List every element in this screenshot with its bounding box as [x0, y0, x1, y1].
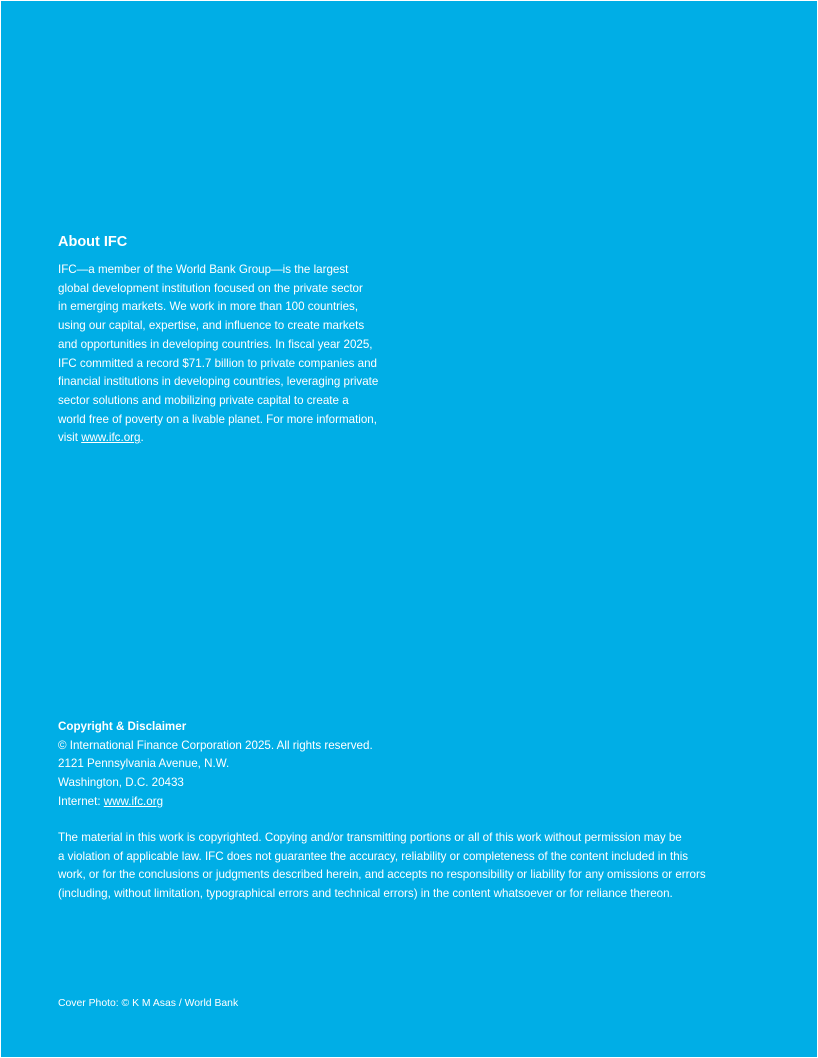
internet-line: [58, 793, 478, 812]
disclaimer-line: The material in this work is copyrighted. Copying and/or transmitting portions or all of this work without permission may be: [58, 831, 682, 844]
about-line: IFC committed a record $71.7 billion to private companies and: [58, 356, 377, 370]
about-line: sector solutions and mobilizing private capital to create a: [58, 393, 349, 407]
about-line: using our capital, expertise, and influence to create markets: [58, 319, 365, 333]
disclaimer-line: a violation of applicable law. IFC does not guarantee the accuracy, reliability or completeness of the content included in this: [58, 849, 689, 863]
about-line: financial institutions in developing countries, leveraging private: [58, 375, 379, 389]
about-section: [58, 233, 418, 448]
about-line: in emerging markets. We work in more than 100 countries,: [58, 300, 359, 314]
city-line: Washington, D.C. 20433: [58, 776, 184, 790]
copyright-line: © International Finance Corporation 2025. All rights reserved.: [58, 738, 373, 752]
copyright-section: [58, 718, 478, 812]
disclaimer-line: (including, without limitation, typographical errors and technical errors) in the content whatsoever or for reliance thereon.: [58, 887, 673, 901]
about-period: .: [140, 431, 144, 445]
about-last-line: [58, 429, 418, 448]
cover-photo-credit: Cover Photo: © K M Asas / World Bank: [58, 998, 239, 1009]
about-heading: About IFC: [58, 234, 128, 250]
about-line: IFC—a member of the World Bank Group—is the largest: [58, 263, 349, 276]
about-line: global development institution focused on the private sector: [58, 281, 363, 295]
internet-label: Internet:: [58, 794, 104, 808]
ifc-website-link[interactable]: www.ifc.org: [81, 431, 141, 445]
internet-link[interactable]: www.ifc.org: [103, 794, 164, 808]
about-visit-text: visit: [58, 431, 82, 445]
disclaimer-line: work, or for the conclusions or judgments described herein, and accepts no responsibility or liability for any omissions or errors: [58, 868, 706, 882]
address-line: 2121 Pennsylvania Avenue, N.W.: [58, 757, 230, 771]
back-cover-page: [1, 1, 817, 1057]
disclaimer-section: [58, 829, 778, 904]
copyright-heading: Copyright & Disclaimer: [58, 720, 187, 733]
about-line: and opportunities in developing countries. In fiscal year 2025,: [58, 337, 373, 351]
about-line: world free of poverty on a livable planet. For more information,: [58, 412, 377, 426]
